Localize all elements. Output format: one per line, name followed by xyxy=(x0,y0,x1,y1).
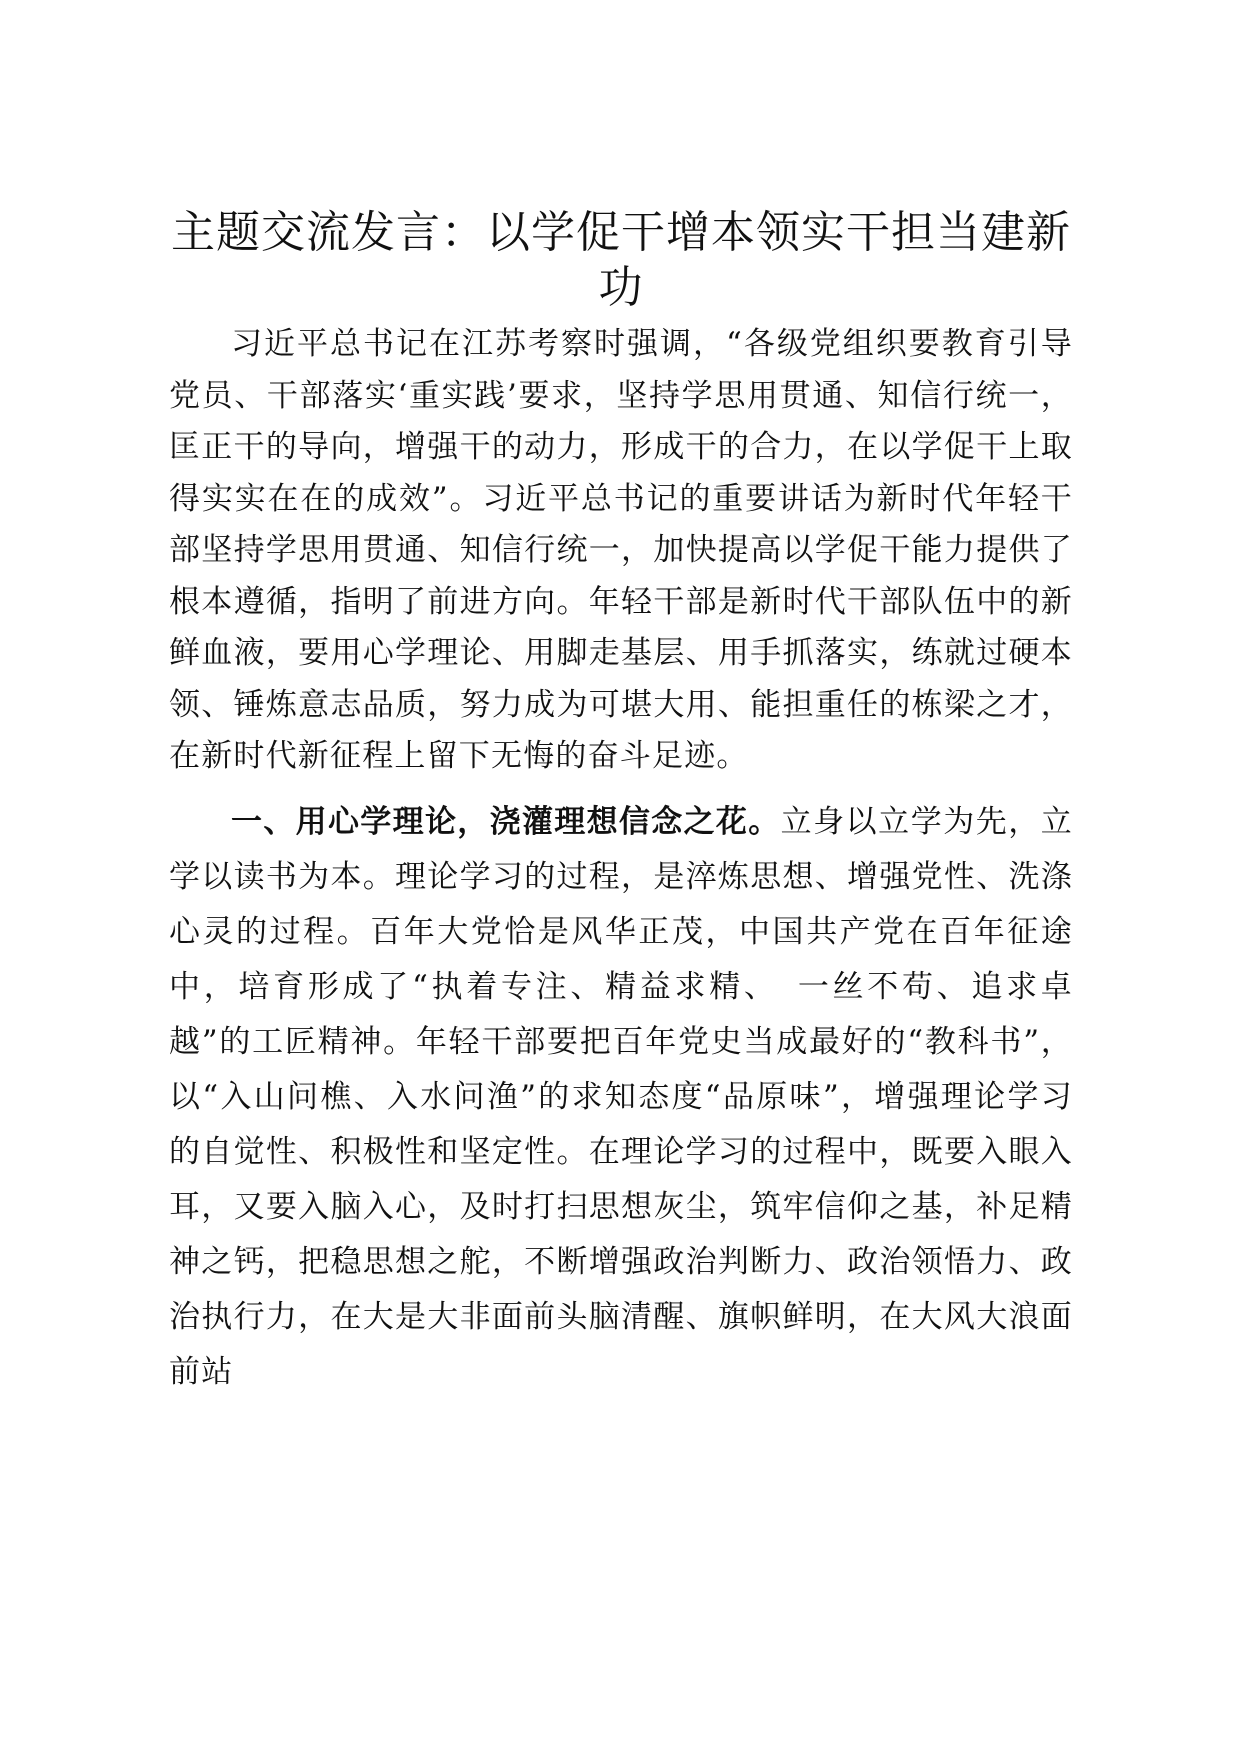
document-title: 主题交流发言：以学促干增本领实干担当建新功 xyxy=(171,207,1071,313)
intro-paragraph xyxy=(169,319,1073,783)
section-one-text: 立身以立学为先，立学以读书为本。理论学习的过程，是淬炼思想、增强党性、洗涤心灵的过程。百年大党恰是风华正茂，中国共产党在百年征途中，培育形成了“执着专注、精益求精、 一丝不苟、追求卓越”的工匠精神。年轻干部要把百年党史当成最好的“教科书”，以“入山问樵、入水问渔”的求知态度“品原味”，增强理论学习的自觉性、积极性和坚定性。在理论学习的过程中，既要入眼入耳，又要入脑入心，及时打扫思想灰尘，筑牢信仰之基，补足精神之钙，把稳思想之舵，不断增强政治判断力、政治领悟力、政治执行力，在大是大非面前头脑清醒、旗帜鲜明，在大风大浪面前站 xyxy=(169,803,1073,1390)
section-one-heading: 一、用心学理论，浇灌理想信念之花。 xyxy=(231,803,781,840)
section-one-paragraph xyxy=(169,795,1073,1400)
intro-paragraph-text: 习近平总书记在江苏考察时强调，“各级党组织要教育引导党员、干部落实‘重实践’要求，坚持学思用贯通、知信行统一，匡正干的导向，增强干的动力，形成干的合力，在以学促干上取得实实在在的成效”。习近平总书记的重要讲话为新时代年轻干部坚持学思用贯通、知信行统一，加快提高以学促干能力提供了根本遵循，指明了前进方向。年轻干部是新时代干部队伍中的新鲜血液，要用心学理论、用脚走基层、用手抓落实，练就过硬本领、锤炼意志品质，努力成为可堪大用、能担重任的栋梁之才，在新时代新征程上留下无悔的奋斗足迹。 xyxy=(169,326,1073,774)
document-body xyxy=(169,205,1073,1400)
